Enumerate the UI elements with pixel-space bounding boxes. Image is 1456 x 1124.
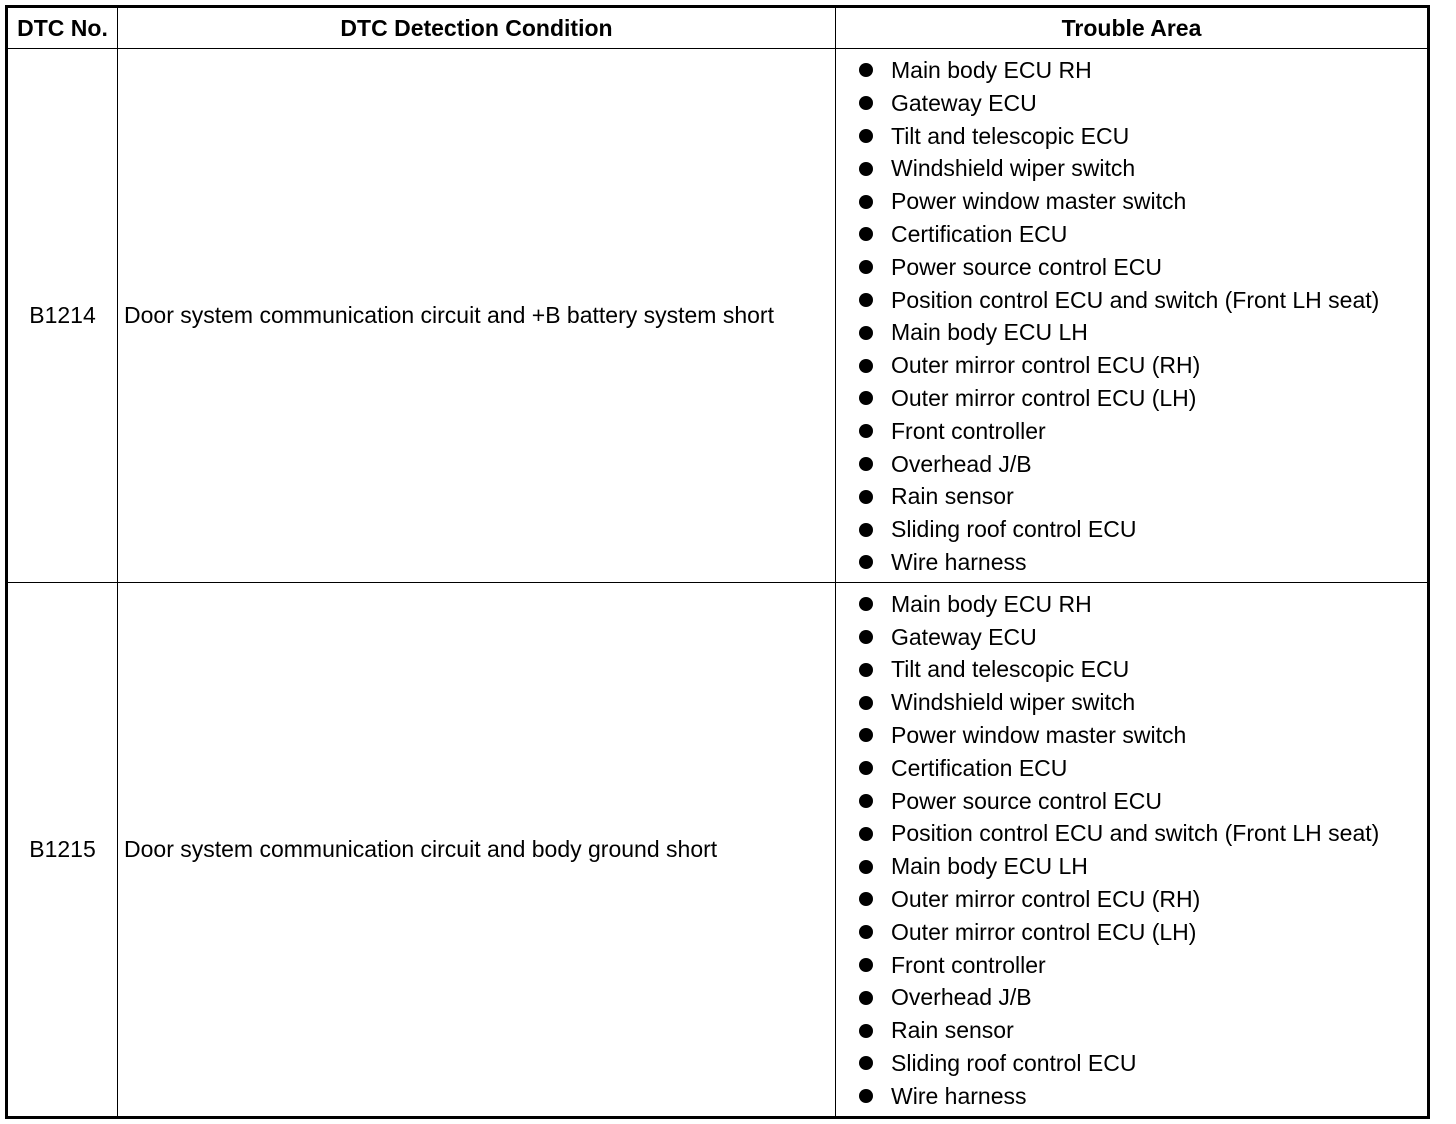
trouble-area-label: Rain sensor [891, 483, 1014, 510]
list-item [836, 653, 1427, 686]
trouble-area-label: Position control ECU and switch (Front LH seat) [891, 286, 1380, 313]
bullet-icon [859, 195, 873, 209]
trouble-area-label: Sliding roof control ECU [891, 1049, 1137, 1076]
trouble-area-label: Outer mirror control ECU (LH) [891, 384, 1197, 411]
bullet-icon [859, 892, 873, 906]
list-item [836, 251, 1427, 284]
bullet-icon [859, 1089, 873, 1103]
bullet-icon [859, 227, 873, 241]
trouble-area-label: Front controller [891, 417, 1046, 444]
trouble-area-label: Tilt and telescopic ECU [891, 656, 1130, 683]
trouble-area-label: Windshield wiper switch [891, 155, 1136, 182]
trouble-area-label: Overhead J/B [891, 984, 1032, 1011]
trouble-area-label: Rain sensor [891, 1017, 1014, 1044]
list-item [836, 480, 1427, 513]
trouble-area-label: Gateway ECU [891, 623, 1037, 650]
list-item [836, 1014, 1427, 1047]
bullet-icon [859, 1024, 873, 1038]
list-item [836, 949, 1427, 982]
bullet-icon [859, 555, 873, 569]
list-item [836, 382, 1427, 415]
bullet-icon [859, 63, 873, 77]
trouble-area-label: Power window master switch [891, 721, 1187, 748]
table-row [7, 582, 1429, 1117]
dtc-number: B1214 [7, 49, 118, 583]
bullet-icon [859, 827, 873, 841]
list-item [836, 686, 1427, 719]
header-dtc-no: DTC No. [7, 7, 118, 49]
list-item [836, 349, 1427, 382]
header-detection-condition: DTC Detection Condition [118, 7, 836, 49]
header-trouble-area: Trouble Area [836, 7, 1429, 49]
trouble-area-label: Tilt and telescopic ECU [891, 122, 1130, 149]
bullet-icon [859, 490, 873, 504]
trouble-area-cell [836, 582, 1429, 1117]
bullet-icon [859, 860, 873, 874]
trouble-area-label: Outer mirror control ECU (LH) [891, 918, 1197, 945]
bullet-icon [859, 391, 873, 405]
trouble-area-label: Wire harness [891, 1082, 1027, 1109]
list-item [836, 546, 1427, 579]
trouble-area-label: Position control ECU and switch (Front LH seat) [891, 820, 1380, 847]
list-item [836, 785, 1427, 818]
table-row [7, 49, 1429, 583]
trouble-area-label: Overhead J/B [891, 450, 1032, 477]
trouble-area-list [836, 54, 1427, 579]
list-item [836, 316, 1427, 349]
list-item [836, 415, 1427, 448]
bullet-icon [859, 630, 873, 644]
list-item [836, 54, 1427, 87]
trouble-area-label: Outer mirror control ECU (RH) [891, 885, 1201, 912]
bullet-icon [859, 991, 873, 1005]
list-item [836, 152, 1427, 185]
trouble-area-label: Windshield wiper switch [891, 689, 1136, 716]
trouble-area-label: Main body ECU LH [891, 319, 1088, 346]
trouble-area-label: Outer mirror control ECU (RH) [891, 352, 1201, 379]
bullet-icon [859, 794, 873, 808]
list-item [836, 883, 1427, 916]
header-row [7, 7, 1429, 49]
trouble-area-label: Main body ECU LH [891, 853, 1088, 880]
trouble-area-label: Main body ECU RH [891, 590, 1092, 617]
trouble-area-list [836, 588, 1427, 1113]
list-item [836, 621, 1427, 654]
bullet-icon [859, 761, 873, 775]
list-item [836, 916, 1427, 949]
trouble-area-label: Power source control ECU [891, 787, 1162, 814]
bullet-icon [859, 523, 873, 537]
bullet-icon [859, 129, 873, 143]
list-item [836, 284, 1427, 317]
bullet-icon [859, 359, 873, 373]
trouble-area-label: Wire harness [891, 548, 1027, 575]
bullet-icon [859, 1056, 873, 1070]
bullet-icon [859, 597, 873, 611]
bullet-icon [859, 728, 873, 742]
list-item [836, 218, 1427, 251]
list-item [836, 588, 1427, 621]
trouble-area-label: Certification ECU [891, 754, 1068, 781]
bullet-icon [859, 663, 873, 677]
list-item [836, 850, 1427, 883]
trouble-area-label: Gateway ECU [891, 89, 1037, 116]
list-item [836, 752, 1427, 785]
bullet-icon [859, 457, 873, 471]
list-item [836, 513, 1427, 546]
bullet-icon [859, 162, 873, 176]
list-item [836, 448, 1427, 481]
bullet-icon [859, 293, 873, 307]
trouble-area-cell [836, 49, 1429, 583]
bullet-icon [859, 260, 873, 274]
trouble-area-label: Main body ECU RH [891, 57, 1092, 83]
detection-condition: Door system communication circuit and body ground short [118, 582, 836, 1117]
list-item [836, 1047, 1427, 1080]
trouble-area-label: Power window master switch [891, 188, 1187, 215]
trouble-area-label: Certification ECU [891, 220, 1068, 247]
list-item [836, 1080, 1427, 1113]
trouble-area-label: Power source control ECU [891, 253, 1162, 280]
list-item [836, 719, 1427, 752]
bullet-icon [859, 326, 873, 340]
list-item [836, 981, 1427, 1014]
dtc-number: B1215 [7, 582, 118, 1117]
bullet-icon [859, 696, 873, 710]
list-item [836, 120, 1427, 153]
detection-condition: Door system communication circuit and +B battery system short [118, 49, 836, 583]
bullet-icon [859, 958, 873, 972]
list-item [836, 87, 1427, 120]
trouble-area-label: Front controller [891, 951, 1046, 978]
list-item [836, 817, 1427, 850]
dtc-table [5, 5, 1430, 1119]
bullet-icon [859, 424, 873, 438]
bullet-icon [859, 96, 873, 110]
list-item [836, 185, 1427, 218]
trouble-area-label: Sliding roof control ECU [891, 516, 1137, 543]
bullet-icon [859, 925, 873, 939]
